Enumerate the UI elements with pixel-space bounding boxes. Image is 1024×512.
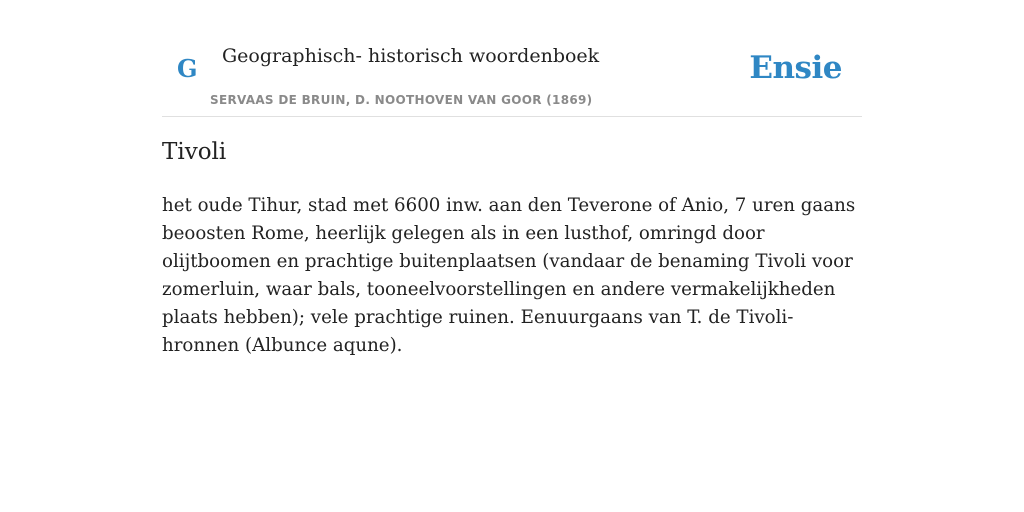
entry-title: Tivoli bbox=[162, 139, 227, 165]
brand-logo[interactable]: Ensie bbox=[749, 50, 842, 86]
book-logo-icon[interactable]: G bbox=[177, 54, 198, 83]
entry-body: het oude Tihur, stad met 6600 inw. aan den Teverone of Anio, 7 uren gaans beoosten Rome, heerlijk gelegen als in een lusthof, omringd door olijtboomen en prachtige buitenplaatsen (vandaar de benaming Tivoli voor zomerluin, waar bals, tooneelvoorstellingen en andere vermakelijkheden plaats hebben); vele prachtige ruinen. Eenuurgaans van T. de Tivoli-hronnen (Albunce aqune). bbox=[162, 195, 856, 356]
book-title[interactable]: Geographisch- historisch woordenboek bbox=[222, 45, 600, 67]
book-header bbox=[162, 0, 862, 117]
book-authors: SERVAAS DE BRUIN, D. NOOTHOVEN VAN GOOR (1869) bbox=[210, 93, 593, 107]
